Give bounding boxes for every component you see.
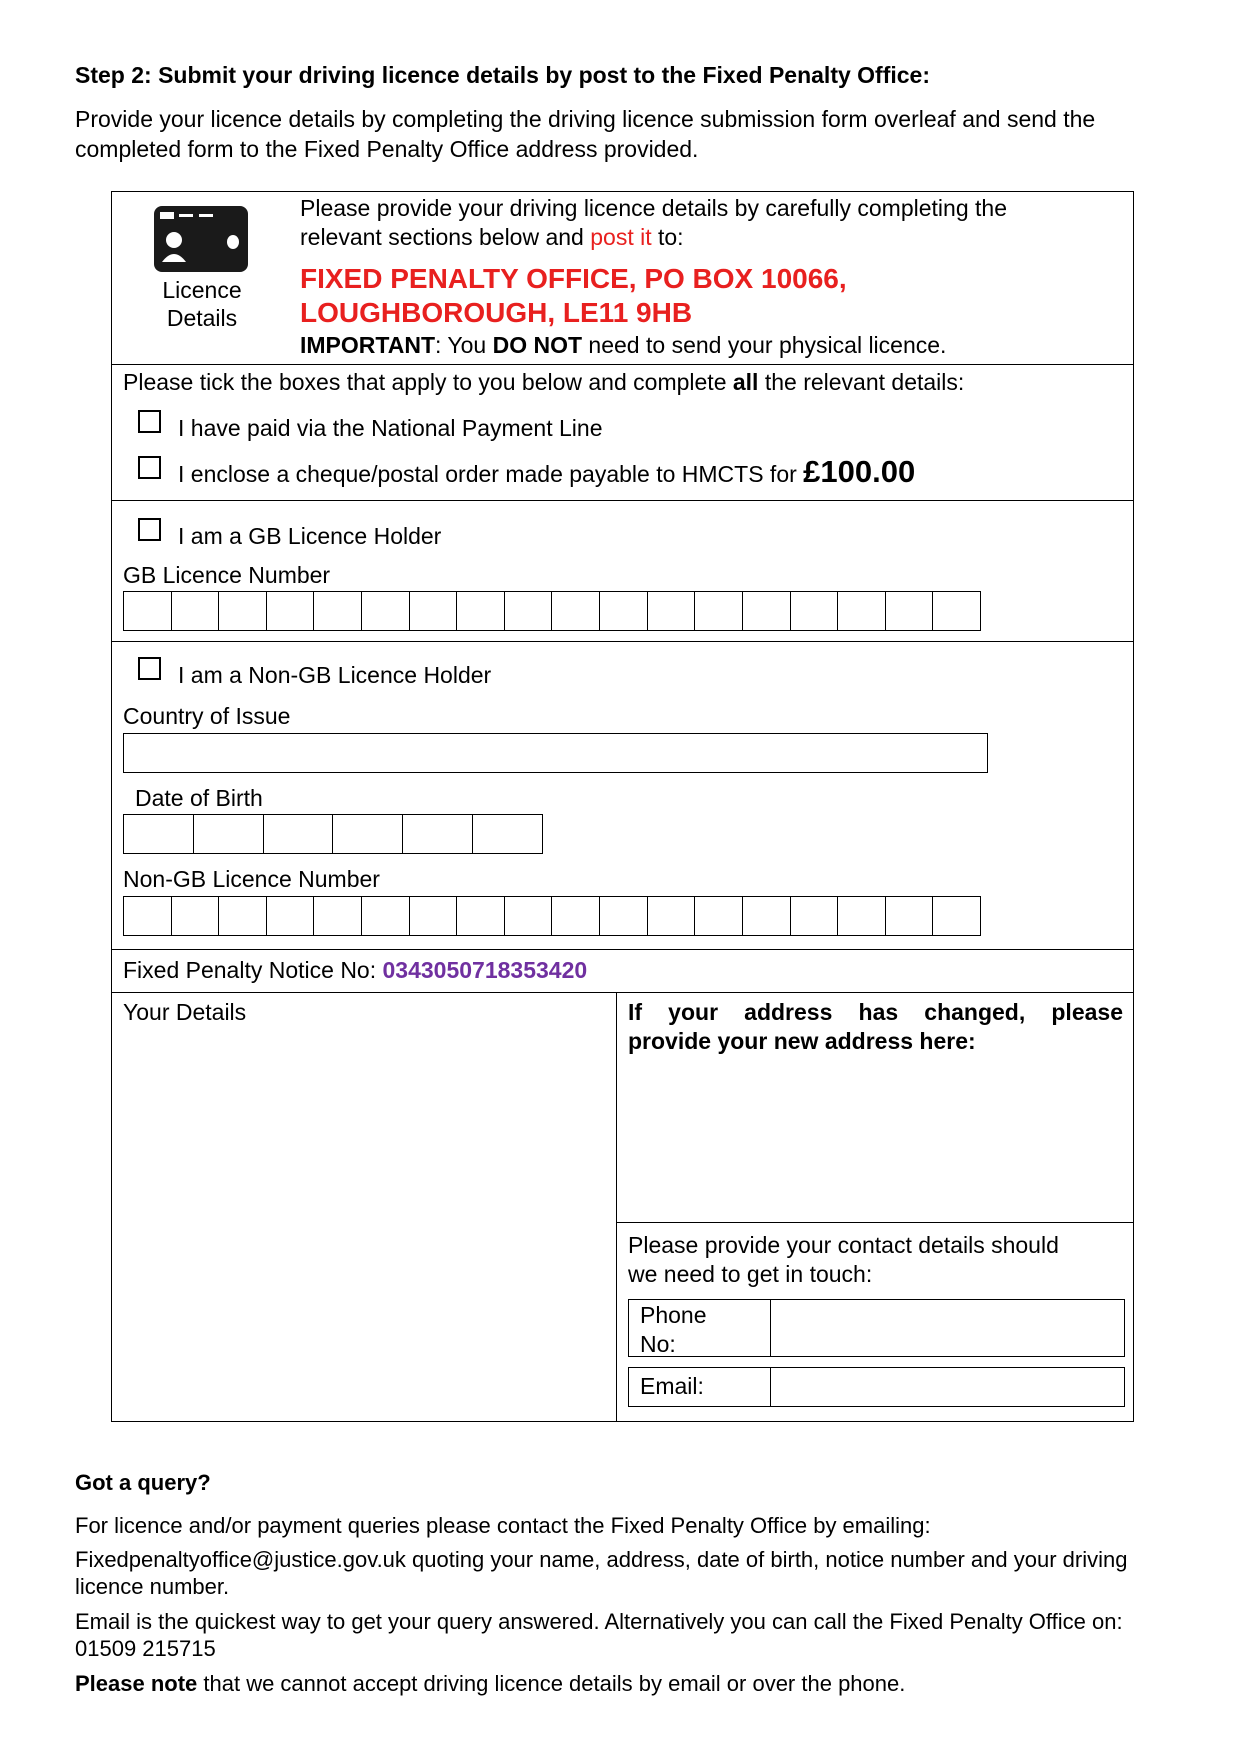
- important-note: IMPORTANT: You DO NOT need to send your physical licence.: [300, 332, 947, 358]
- character-cell[interactable]: [791, 897, 839, 935]
- icon-label: Details: [166, 305, 238, 331]
- query-paragraph-1: For licence and/or payment queries please contact the Fixed Penalty Office by emailing:: [75, 1513, 931, 1538]
- phone-label: Phone: [640, 1302, 707, 1328]
- character-cell[interactable]: [695, 592, 743, 630]
- character-cell[interactable]: [264, 815, 334, 853]
- tick-instruction: Please tick the boxes that apply to you below and complete all the relevant details:: [123, 369, 965, 395]
- step-title: Step 2: Submit your driving licence details by post to the Fixed Penalty Office:: [75, 62, 930, 88]
- character-cell[interactable]: [124, 897, 172, 935]
- header-instruction: Please provide your driving licence details by carefully completing the: [300, 195, 1007, 221]
- divider: [112, 949, 1133, 950]
- office-address-line-1: FIXED PENALTY OFFICE, PO BOX 10066,: [300, 263, 847, 294]
- character-cell[interactable]: [314, 897, 362, 935]
- your-details-label: Your Details: [123, 999, 247, 1025]
- character-cell[interactable]: [552, 897, 600, 935]
- licence-card-icon: [154, 206, 248, 272]
- character-cell[interactable]: [219, 592, 267, 630]
- cheque-label: I enclose a cheque/postal order made payable to HMCTS for £100.00: [178, 454, 916, 489]
- phone-input[interactable]: [771, 1300, 1124, 1356]
- character-cell[interactable]: [172, 897, 220, 935]
- email-input[interactable]: [771, 1368, 1124, 1406]
- notice-number-value: 0343050718353420: [382, 957, 588, 983]
- amount: £100.00: [803, 454, 916, 489]
- character-cell[interactable]: [838, 592, 886, 630]
- nongb-number-label: Non-GB Licence Number: [123, 866, 380, 892]
- step-intro: Provide your licence details by completing the driving licence submission form overleaf and send the completed form to the Fixed Penalty Office address provided.: [75, 106, 1096, 162]
- email-row: [628, 1367, 1125, 1407]
- country-of-issue-input[interactable]: [123, 733, 988, 773]
- divider: [112, 500, 1133, 501]
- paid-label: I have paid via the National Payment Line: [178, 415, 603, 441]
- phone-label-2: No:: [640, 1331, 676, 1357]
- character-cell[interactable]: [648, 592, 696, 630]
- character-cell[interactable]: [314, 592, 362, 630]
- character-cell[interactable]: [473, 815, 542, 853]
- address-changed-heading-2: provide your new address here:: [628, 1028, 976, 1054]
- divider: [112, 364, 1133, 365]
- character-cell[interactable]: [267, 897, 315, 935]
- query-paragraph-2: Fixedpenaltyoffice@justice.gov.uk quoting your name, address, date of birth, notice number and your driving licence number.: [75, 1547, 1128, 1599]
- character-cell[interactable]: [194, 815, 264, 853]
- character-cell[interactable]: [124, 592, 172, 630]
- character-cell[interactable]: [933, 592, 980, 630]
- query-paragraph-3: Email is the quickest way to get your query answered. Alternatively you can call the Fixed Penalty Office on: 01509 215715: [75, 1609, 1123, 1661]
- character-cell[interactable]: [124, 815, 194, 853]
- character-cell[interactable]: [838, 897, 886, 935]
- character-cell[interactable]: [743, 897, 791, 935]
- character-cell[interactable]: [791, 592, 839, 630]
- character-cell[interactable]: [219, 897, 267, 935]
- paid-checkbox[interactable]: [138, 410, 161, 433]
- divider: [112, 992, 1133, 993]
- character-cell[interactable]: [886, 897, 934, 935]
- character-cell[interactable]: [886, 592, 934, 630]
- character-cell[interactable]: [410, 592, 458, 630]
- character-cell[interactable]: [362, 897, 410, 935]
- icon-label: Licence: [162, 277, 242, 303]
- nongb-holder-label: I am a Non-GB Licence Holder: [178, 662, 492, 688]
- query-paragraph-4: Please note that we cannot accept driving licence details by email or over the phone.: [75, 1671, 906, 1696]
- cheque-checkbox[interactable]: [138, 456, 161, 479]
- country-label: Country of Issue: [123, 703, 291, 729]
- character-cell[interactable]: [333, 815, 403, 853]
- character-cell[interactable]: [933, 897, 980, 935]
- gb-number-label: GB Licence Number: [123, 562, 331, 588]
- nongb-licence-number-input[interactable]: [123, 896, 981, 936]
- header-instruction-2: relevant sections below and post it to:: [300, 224, 684, 250]
- character-cell[interactable]: [743, 592, 791, 630]
- character-cell[interactable]: [648, 897, 696, 935]
- character-cell[interactable]: [600, 592, 648, 630]
- character-cell[interactable]: [172, 592, 220, 630]
- character-cell[interactable]: [600, 897, 648, 935]
- licence-submission-form: [111, 191, 1134, 1422]
- character-cell[interactable]: [457, 592, 505, 630]
- contact-instruction-2: we need to get in touch:: [628, 1261, 873, 1287]
- character-cell[interactable]: [505, 592, 553, 630]
- divider: [616, 1222, 1133, 1223]
- notice-number: Fixed Penalty Notice No: 0343050718353420: [123, 957, 588, 983]
- gb-holder-label: I am a GB Licence Holder: [178, 523, 442, 549]
- character-cell[interactable]: [267, 592, 315, 630]
- character-cell[interactable]: [552, 592, 600, 630]
- dob-label: Date of Birth: [135, 785, 263, 811]
- gb-licence-number-input[interactable]: [123, 591, 981, 631]
- character-cell[interactable]: [403, 815, 473, 853]
- character-cell[interactable]: [457, 897, 505, 935]
- character-cell[interactable]: [362, 592, 410, 630]
- character-cell[interactable]: [410, 897, 458, 935]
- date-of-birth-input[interactable]: [123, 814, 543, 854]
- email-label: Email:: [640, 1373, 704, 1399]
- divider: [112, 641, 1133, 642]
- office-address-line-2: LOUGHBOROUGH, LE11 9HB: [300, 297, 693, 328]
- query-title: Got a query?: [75, 1470, 211, 1495]
- nongb-holder-checkbox[interactable]: [138, 657, 161, 680]
- character-cell[interactable]: [695, 897, 743, 935]
- address-changed-heading: If your address has changed, please: [628, 999, 1123, 1025]
- divider: [616, 992, 617, 1421]
- character-cell[interactable]: [505, 897, 553, 935]
- gb-holder-checkbox[interactable]: [138, 518, 161, 541]
- contact-instruction: Please provide your contact details should: [628, 1232, 1059, 1258]
- phone-row: [628, 1299, 1125, 1357]
